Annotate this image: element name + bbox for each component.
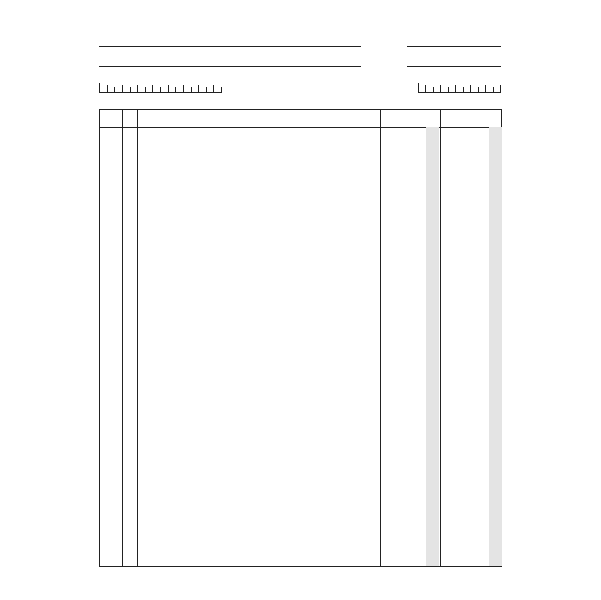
amount-column-divider <box>440 110 441 566</box>
codice-fiscale-boxes <box>99 83 222 93</box>
conto-line <box>99 66 361 67</box>
shaded-decimal-column-1 <box>426 127 439 566</box>
barcode <box>102 571 150 585</box>
description-column-divider <box>380 110 381 566</box>
date-column-divider <box>122 110 123 566</box>
alphabet-index-tabs <box>91 0 517 24</box>
scheda-line <box>99 46 361 47</box>
partita-iva-boxes <box>418 83 501 93</box>
conto-number-line <box>407 66 501 67</box>
ledger-table <box>99 109 502 567</box>
number-column-divider <box>137 110 138 566</box>
scheda-number-line <box>407 46 501 47</box>
shaded-decimal-column-2 <box>489 127 502 566</box>
